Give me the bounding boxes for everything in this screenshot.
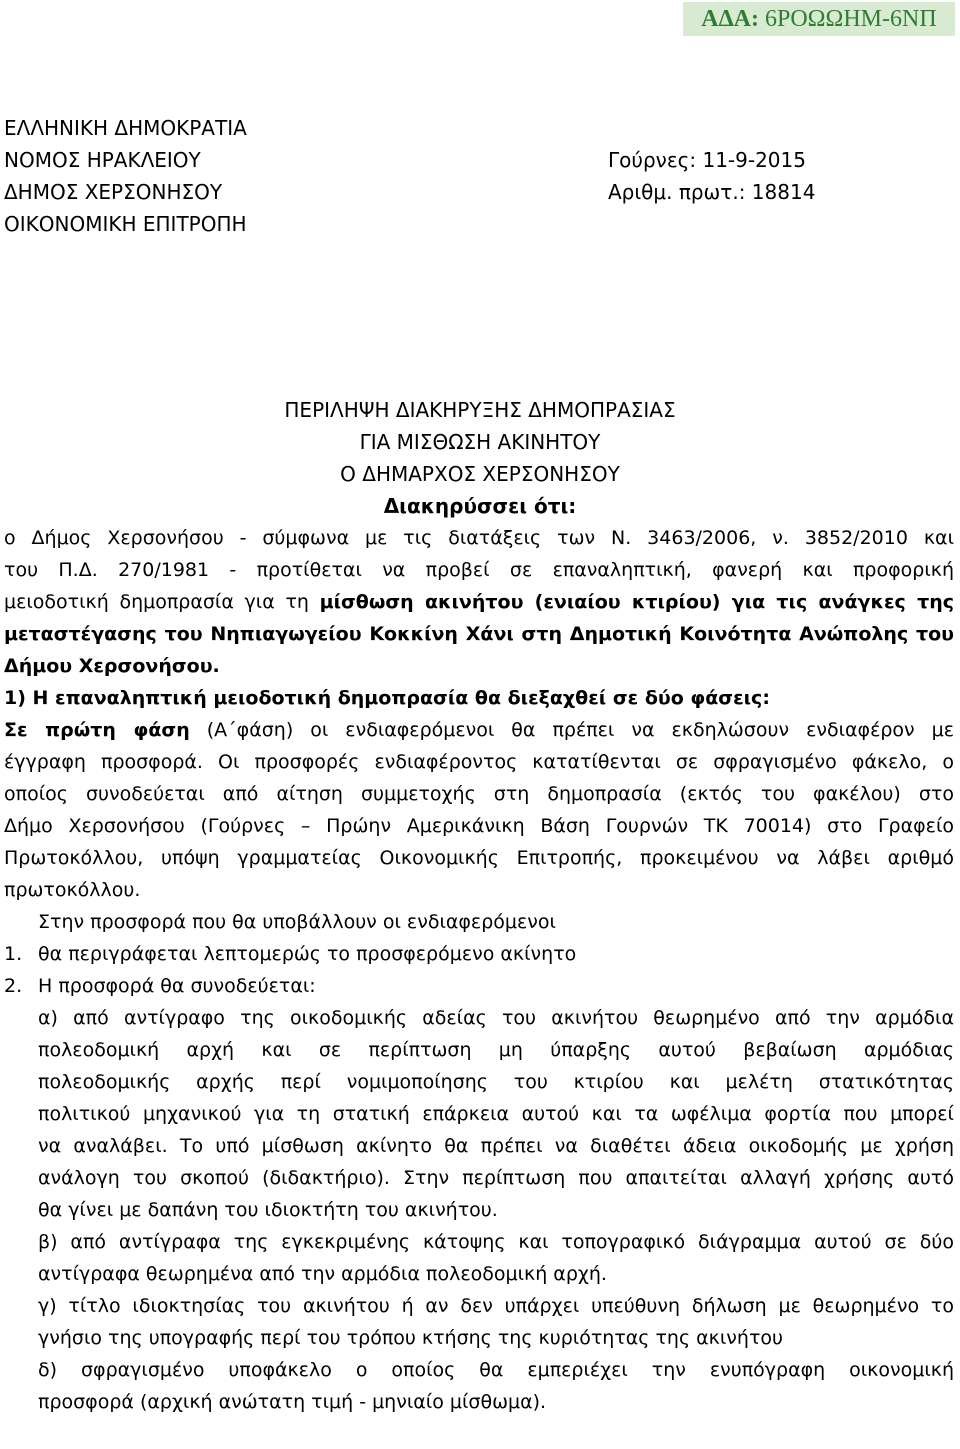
header-row-2: [4, 144, 954, 176]
intro-line-3-text: μειοδοτική δημοπρασία για τη: [4, 591, 320, 613]
intro-line-5-bold: Δήμου Χερσονήσου.: [4, 655, 220, 677]
subitem-a: [4, 1002, 954, 1226]
section1-line-1-text: (Α΄φάση) οι ενδιαφερόμενοι θα πρέπει να εκδηλώσουν ενδιαφέρον με: [189, 719, 955, 741]
section1-line-5: Πρωτοκόλλου, υπόψη γραμματείας Οικονομικής Επιτροπής, προκειμένου να λάβει αριθμό: [4, 847, 954, 869]
offer-item-1-number: 1.: [4, 943, 23, 965]
subitem-b-line-2: αντίγραφα θεωρημένα από την αρμόδια πολεοδομική αρχή.: [38, 1263, 607, 1285]
section1-line-6: πρωτοκόλλου.: [4, 879, 141, 901]
org-line-2: ΝΟΜΟΣ ΗΡΑΚΛΕΙΟΥ: [4, 148, 201, 172]
header-row-4: [4, 208, 954, 240]
subitem-b: [4, 1226, 954, 1290]
section1-heading-text: 1) Η επαναληπτική μειοδοτική δημοπρασία θα διεξαχθεί σε δύο φάσεις:: [4, 687, 770, 709]
header-row-3: [4, 176, 954, 208]
subitem-a-line-7: θα γίνει με δαπάνη του ιδιοκτήτη του ακινήτου.: [38, 1199, 498, 1221]
ada-code: 6ΡΟΩΩΗΜ-6ΝΠ: [765, 6, 937, 32]
title-line-1: ΠΕΡΙΛΗΨΗ ΔΙΑΚΗΡΥΞΗΣ ΔΗΜΟΠΡΑΣΙΑΣ: [284, 398, 676, 422]
section1-line-1-bold: Σε πρώτη φάση: [4, 719, 190, 741]
title-line-4: Διακηρύσσει ότι:: [383, 494, 577, 518]
section1-line-2-b: Οι προσφορές ενδιαφέροντος κατατίθενται σε σφραγισμένο φάκελο, ο: [202, 751, 954, 773]
section1-line-1: [4, 714, 954, 746]
subitem-c-line-2: γνήσιο της υπογραφής περί του τρόπου κτήσης της κυριότητας της ακινήτου: [38, 1327, 784, 1349]
section1-line-2-a: έγγραφη προσφορά.: [4, 751, 203, 773]
document-header: [4, 112, 954, 240]
document-body: [4, 522, 954, 1418]
subitem-b-line-1: β) από αντίγραφα της εγκεκριμένης κάτοψης και τοπογραφικό διάγραμμα αυτού σε δύο: [38, 1231, 954, 1253]
intro-line-3: [4, 586, 954, 618]
subitem-a-line-2: πολεοδομική αρχή και σε περίπτωση μη ύπαρξης αυτού βεβαίωση αρμόδιας: [38, 1039, 954, 1061]
offer-item-2-text: Η προσφορά θα συνοδεύεται:: [38, 975, 316, 997]
section1-line-3: οποίος συνοδεύεται από αίτηση συμμετοχής στη δημοπρασία (εκτός του φακέλου) στο: [4, 783, 954, 805]
intro-line-2: του Π.Δ. 270/1981 - προτίθεται να προβεί σε επαναληπτική, φανερή και προφορική: [4, 559, 954, 581]
title-line-3: Ο ΔΗΜΑΡΧΟΣ ΧΕΡΣΟΝΗΣΟΥ: [340, 462, 620, 486]
section1-line-2: [4, 746, 954, 778]
offer-intro: Στην προσφορά που θα υποβάλλουν οι ενδιαφερόμενοι: [38, 911, 556, 933]
offer-item-1: [4, 938, 954, 970]
subitem-a-line-4: πολιτικού μηχανικού για τη στατική επάρκεια αυτού και τα ωφέλιμα φορτία που μπορεί: [38, 1103, 954, 1125]
ada-stamp: [683, 2, 955, 36]
subitem-c: [4, 1290, 954, 1354]
subitem-d-line-1: δ) σφραγισμένο υποφάκελο ο οποίος θα εμπεριέχει την ενυπόγραφη οικονομική: [38, 1359, 954, 1381]
subitem-a-line-1: α) από αντίγραφο της οικοδομικής αδείας του ακινήτου θεωρημένο από την αρμόδια: [38, 1007, 954, 1029]
offer-item-2-number: 2.: [4, 975, 23, 997]
intro-line-4: [4, 618, 954, 650]
header-row-1: [4, 112, 954, 144]
subitem-a-line-3: πολεοδομικής αρχής περί νομιμοποίησης του κτιρίου και μελέτη στατικότητας: [38, 1071, 954, 1093]
offer-item-2: [4, 970, 954, 1002]
ada-label: ΑΔΑ:: [701, 6, 759, 32]
title-line-2: ΓΙΑ ΜΙΣΘΩΣΗ ΑΚΙΝΗΤΟΥ: [359, 430, 601, 454]
intro-line-1: ο Δήμος Χερσονήσου - σύμφωνα με τις διατάξεις των Ν. 3463/2006, ν. 3852/2010 και: [4, 527, 954, 549]
subitem-c-line-1: γ) τίτλο ιδιοκτησίας του ακινήτου ή αν δεν υπάρχει υπεύθυνη δήλωση με θεωρημένο το: [38, 1295, 954, 1317]
offer-item-1-text: θα περιγράφεται λεπτομερώς το προσφερόμενο ακίνητο: [38, 943, 577, 965]
section1-heading: [4, 682, 954, 714]
intro-line-3-bold: μίσθωση ακινήτου (ενιαίου κτιρίου) για τις ανάγκες της: [319, 591, 954, 613]
intro-line-4-bold: μεταστέγασης του Νηπιαγωγείου Κοκκίνη Χάνι στη Δημοτική Κοινότητα Ανώπολης του: [4, 623, 954, 645]
section1-line-4: Δήμο Χερσονήσου (Γούρνες – Πρώην Αμερικάνικη Βάση Γουρνών ΤΚ 70014) στο Γραφείο: [4, 815, 954, 837]
subitem-d: [4, 1354, 954, 1418]
document-title: [0, 394, 960, 522]
org-line-1: ΕΛΛΗΝΙΚΗ ΔΗΜΟΚΡΑΤΙΑ: [4, 116, 247, 140]
subitem-d-line-2: προσφορά (αρχική ανώτατη τιμή - μηνιαίο μίσθωμα).: [38, 1391, 547, 1413]
org-line-3: ΔΗΜΟΣ ΧΕΡΣΟΝΗΣΟΥ: [4, 180, 223, 204]
document-date: Γούρνες: 11-9-2015: [608, 148, 806, 172]
subitem-a-line-5: να αναλάβει. Το υπό μίσθωση ακίνητο θα πρέπει να διαθέτει άδεια οικοδομής με χρήση: [38, 1135, 954, 1157]
intro-line-5: [4, 650, 954, 682]
protocol-number: Αριθμ. πρωτ.: 18814: [608, 180, 816, 204]
org-line-4: ΟΙΚΟΝΟΜΙΚΗ ΕΠΙΤΡΟΠΗ: [4, 212, 247, 236]
subitem-a-line-6: ανάλογη του σκοπού (διδακτήριο). Στην περίπτωση που απαιτείται αλλαγή χρήσης αυτό: [38, 1167, 954, 1189]
